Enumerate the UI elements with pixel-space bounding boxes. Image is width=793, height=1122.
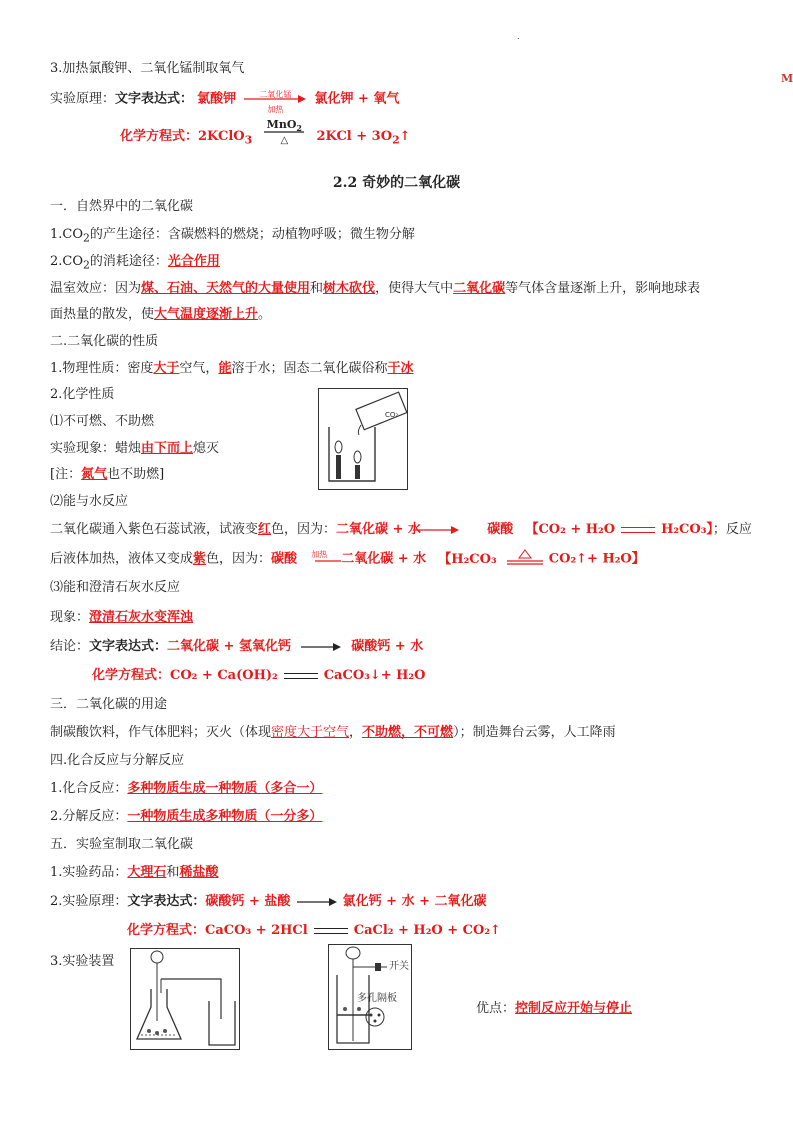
- photosynthesis-answer: 光合作用: [167, 254, 220, 269]
- co2-jar-label: CO₂: [385, 411, 399, 419]
- s1-heading: 一．自然界中的二氧化碳: [50, 199, 194, 214]
- lab-eq-sign: [314, 928, 348, 934]
- s2-heading: 二.二氧化碳的性质: [50, 334, 159, 349]
- oxygen-heading: 3.加热氯酸钾、二氧化锰制取氧气: [50, 61, 245, 76]
- lw-eq-left: CO₂ + Ca(OH)₂: [170, 668, 278, 683]
- co2-sources-text: 的产生途径：含碳燃料的燃烧；动植物呼吸；微生物分解: [89, 227, 415, 242]
- word-eq-label: 文字表达式：: [115, 91, 194, 107]
- chem-eq-label: 化学方程式：: [120, 129, 199, 144]
- switch-label: 开关: [389, 961, 409, 972]
- o2-sub: 2: [392, 133, 400, 147]
- lab-word-eq: [50, 893, 487, 911]
- lw-eq-sign: [284, 673, 318, 679]
- note-nitrogen: 氮气: [81, 467, 108, 482]
- section-title: 2.2 奇妙的二氧化碳: [332, 175, 461, 191]
- lt-text-2: 色，因为：: [271, 522, 337, 537]
- note-close: 也不助燃]: [107, 467, 165, 482]
- obs-text-1: 实验现象：蜡烛: [50, 441, 142, 456]
- lab-chem-label: 化学方程式：: [127, 923, 206, 938]
- co2-sub-2: 2: [83, 258, 90, 272]
- lt2-heat: 加热: [311, 550, 328, 559]
- reagent-marble: 大理石: [127, 865, 167, 880]
- ph-label: 现象：: [50, 610, 90, 625]
- kclo3-sub: 3: [244, 133, 253, 147]
- gh-text-2: ，使得大气中: [375, 281, 454, 296]
- comb-definition: 多种物质生成一种物质（多合一）: [127, 781, 323, 796]
- limewater-chem-eq: [92, 667, 425, 685]
- gh-text-1: 温室效应：因为: [50, 281, 142, 296]
- co2-sources-prefix: 1.CO: [50, 227, 84, 242]
- greenhouse-line-2: [50, 306, 271, 324]
- lw-chem-label: 化学方程式：: [92, 668, 171, 683]
- lab-reactants: 碳酸钙 + 盐酸: [205, 894, 291, 909]
- lw-products: 碳酸钙 + 水: [351, 639, 424, 654]
- gh-text-4: 面热量的散发，使: [50, 307, 155, 322]
- oxygen-word-equation: [50, 90, 400, 114]
- litmus-line-2: [50, 550, 645, 569]
- lt2-heat-arrow: [311, 550, 341, 568]
- apparatus-label: 3.实验装置: [50, 954, 115, 969]
- pp-denser: 大于: [153, 361, 180, 376]
- lab-chem-eq: [127, 922, 501, 940]
- pp-soluble: 能: [218, 361, 232, 376]
- limewater-word-eq: [50, 638, 423, 656]
- uses-nonflammable: 不助燃，不可燃: [362, 725, 454, 740]
- reagents-and: 和: [166, 865, 180, 880]
- apparatus-tube-figure: [328, 944, 412, 1050]
- physical-properties: [50, 360, 413, 378]
- pp-text-3: 溶于水；固态二氧化碳俗称: [231, 361, 388, 376]
- lt-arrow: [413, 525, 459, 535]
- page-dot: .: [517, 32, 520, 41]
- s5-heading: 五．实验室制取二氧化碳: [50, 837, 194, 852]
- reagents-label: 1.实验药品：: [50, 865, 128, 880]
- lt-red: 红: [258, 522, 272, 537]
- porous-plate-label: 多孔隔板: [357, 993, 397, 1004]
- comb-label: 1.化合反应：: [50, 781, 128, 796]
- s3-heading: 三．二氧化碳的用途: [50, 697, 168, 712]
- co2-sub: 2: [83, 231, 90, 245]
- co2-uses: [50, 724, 616, 742]
- lt2-eq-left: 【H₂CO₃: [438, 551, 497, 567]
- lt-eq-right: H₂CO₃】: [661, 522, 713, 537]
- lt2-eq-sign: [505, 550, 545, 568]
- lab-eq-right: CaCl₂ + H₂O + CO₂↑: [353, 923, 501, 938]
- nonflammable: ⑴不可燃、不助燃: [50, 414, 155, 429]
- lt2-eq-right: CO₂↑+ H₂O】: [548, 551, 645, 567]
- reagent-hcl: 稀盐酸: [179, 865, 219, 880]
- mno2-sub: 2: [296, 123, 302, 134]
- uses-text-1: 制碳酸饮料，作气体肥料；灭火（体现: [50, 725, 272, 740]
- pp-text-2: 空气，: [179, 361, 219, 376]
- lt-carbonic-acid: 碳酸: [487, 522, 514, 537]
- lab-eq-left: CaCO₃ + 2HCl: [205, 923, 308, 938]
- decomposition-reaction: [50, 808, 322, 826]
- uses-text-2: ）；制造舞台云雾，人工降雨: [453, 725, 616, 740]
- lab-principle-label: 2.实验原理：: [50, 894, 128, 909]
- uses-comma: ，: [349, 725, 363, 740]
- gh-and: 和: [310, 281, 324, 296]
- lt2-text-1: 后液体加热，液体又变成: [50, 551, 194, 567]
- water-reaction: ⑵能与水反应: [50, 494, 129, 509]
- apparatus-flask-figure: [130, 948, 240, 1050]
- lt2-text-2: 色，因为：: [206, 551, 272, 567]
- candle-observation: [50, 440, 219, 458]
- co2-consumption-prefix: 2.CO: [50, 254, 84, 269]
- greenhouse-line-1: [50, 280, 700, 298]
- advantage-text: 控制反应开始与停止: [515, 1001, 633, 1016]
- lw-word-label: 文字表达式：: [89, 639, 168, 654]
- lab-reagents: [50, 864, 218, 882]
- lt-reactants: 二氧化碳 + 水: [336, 522, 421, 537]
- catalyst-top: 二氧化锰: [259, 90, 292, 99]
- kcl-o2: 2KCl + 3O: [316, 129, 393, 144]
- advantage: [476, 1000, 632, 1018]
- heat-delta: △: [280, 135, 289, 146]
- gh-co2: 二氧化碳: [453, 281, 506, 296]
- ph-cloudy: 澄清石灰水变浑浊: [89, 610, 194, 625]
- s4-heading: 四.化合反应与分解反应: [50, 753, 185, 768]
- catalyst-bottom: 加热: [267, 105, 284, 114]
- oxygen-chem-equation: [120, 118, 411, 150]
- lt-text-3: ；反应: [712, 522, 752, 537]
- product-text: 氯化钾 + 氧气: [314, 91, 400, 107]
- litmus-line-1: [50, 521, 752, 539]
- lw-arrow: [301, 642, 341, 652]
- gh-fuels: 煤、石油、天然气的大量使用: [141, 281, 311, 296]
- lt2-products: 二氧化碳 + 水: [341, 551, 427, 567]
- co2-sources: [50, 226, 415, 248]
- lw-reactants: 二氧化碳 + 氢氧化钙: [167, 639, 291, 654]
- pp-dry-ice: 干冰: [387, 361, 414, 376]
- uses-denser: 密度大于空气: [271, 725, 350, 740]
- obs-bottom-up: 由下而上: [141, 441, 194, 456]
- kclo3: 2KClO: [198, 129, 245, 144]
- gas-arrow: ↑: [399, 129, 411, 144]
- co2-consumption-text: 的消耗途径：: [89, 254, 168, 269]
- catalyst-arrow: [244, 90, 306, 114]
- lw-eq-right: CaCO₃↓+ H₂O: [323, 668, 426, 683]
- decomp-definition: 一种物质生成多种物质（一分多）: [127, 809, 323, 824]
- note-open: [注：: [50, 467, 82, 482]
- principle-label: 实验原理：: [50, 91, 116, 107]
- gh-temperature: 大气温度逐渐上升: [154, 307, 259, 322]
- obs-text-2: 熄灭: [193, 441, 220, 456]
- conclusion-label: 结论：: [50, 639, 90, 654]
- mno2-condition: [264, 118, 304, 146]
- corner-mark: M: [781, 72, 793, 85]
- chemical-properties: 2.化学性质: [50, 387, 115, 402]
- lab-products: 氯化钙 + 水 + 二氧化碳: [342, 894, 487, 909]
- gh-deforestation: 树木砍伐: [323, 281, 376, 296]
- decomp-label: 2.分解反应：: [50, 809, 128, 824]
- lt-eq-sign: [621, 527, 655, 533]
- limewater-phenomenon: [50, 609, 193, 627]
- co2-consumption: [50, 253, 220, 275]
- mno2-text: MnO: [266, 118, 297, 131]
- nitrogen-note: [50, 466, 164, 484]
- limewater-reaction: ⑶能和澄清石灰水反应: [50, 580, 181, 595]
- candle-figure: [318, 388, 408, 490]
- lab-word-label: 文字表达式：: [127, 894, 206, 909]
- gh-period: 。: [258, 307, 272, 322]
- pp-text-1: 1.物理性质：密度: [50, 361, 154, 376]
- lt2-purple: 紫: [193, 551, 207, 567]
- lab-arrow: [297, 897, 337, 907]
- combination-reaction: [50, 780, 322, 798]
- reactant-text: 氯酸钾: [197, 91, 237, 107]
- advantage-label: 优点：: [476, 1001, 516, 1016]
- gh-text-3: 等气体含量逐渐上升，影响地球表: [505, 281, 701, 296]
- lt2-carbonic-acid: 碳酸: [271, 551, 298, 567]
- lt-eq-left: 【CO₂ + H₂O: [525, 522, 616, 537]
- lt-text-1: 二氧化碳通入紫色石蕊试液，试液变: [50, 522, 259, 537]
